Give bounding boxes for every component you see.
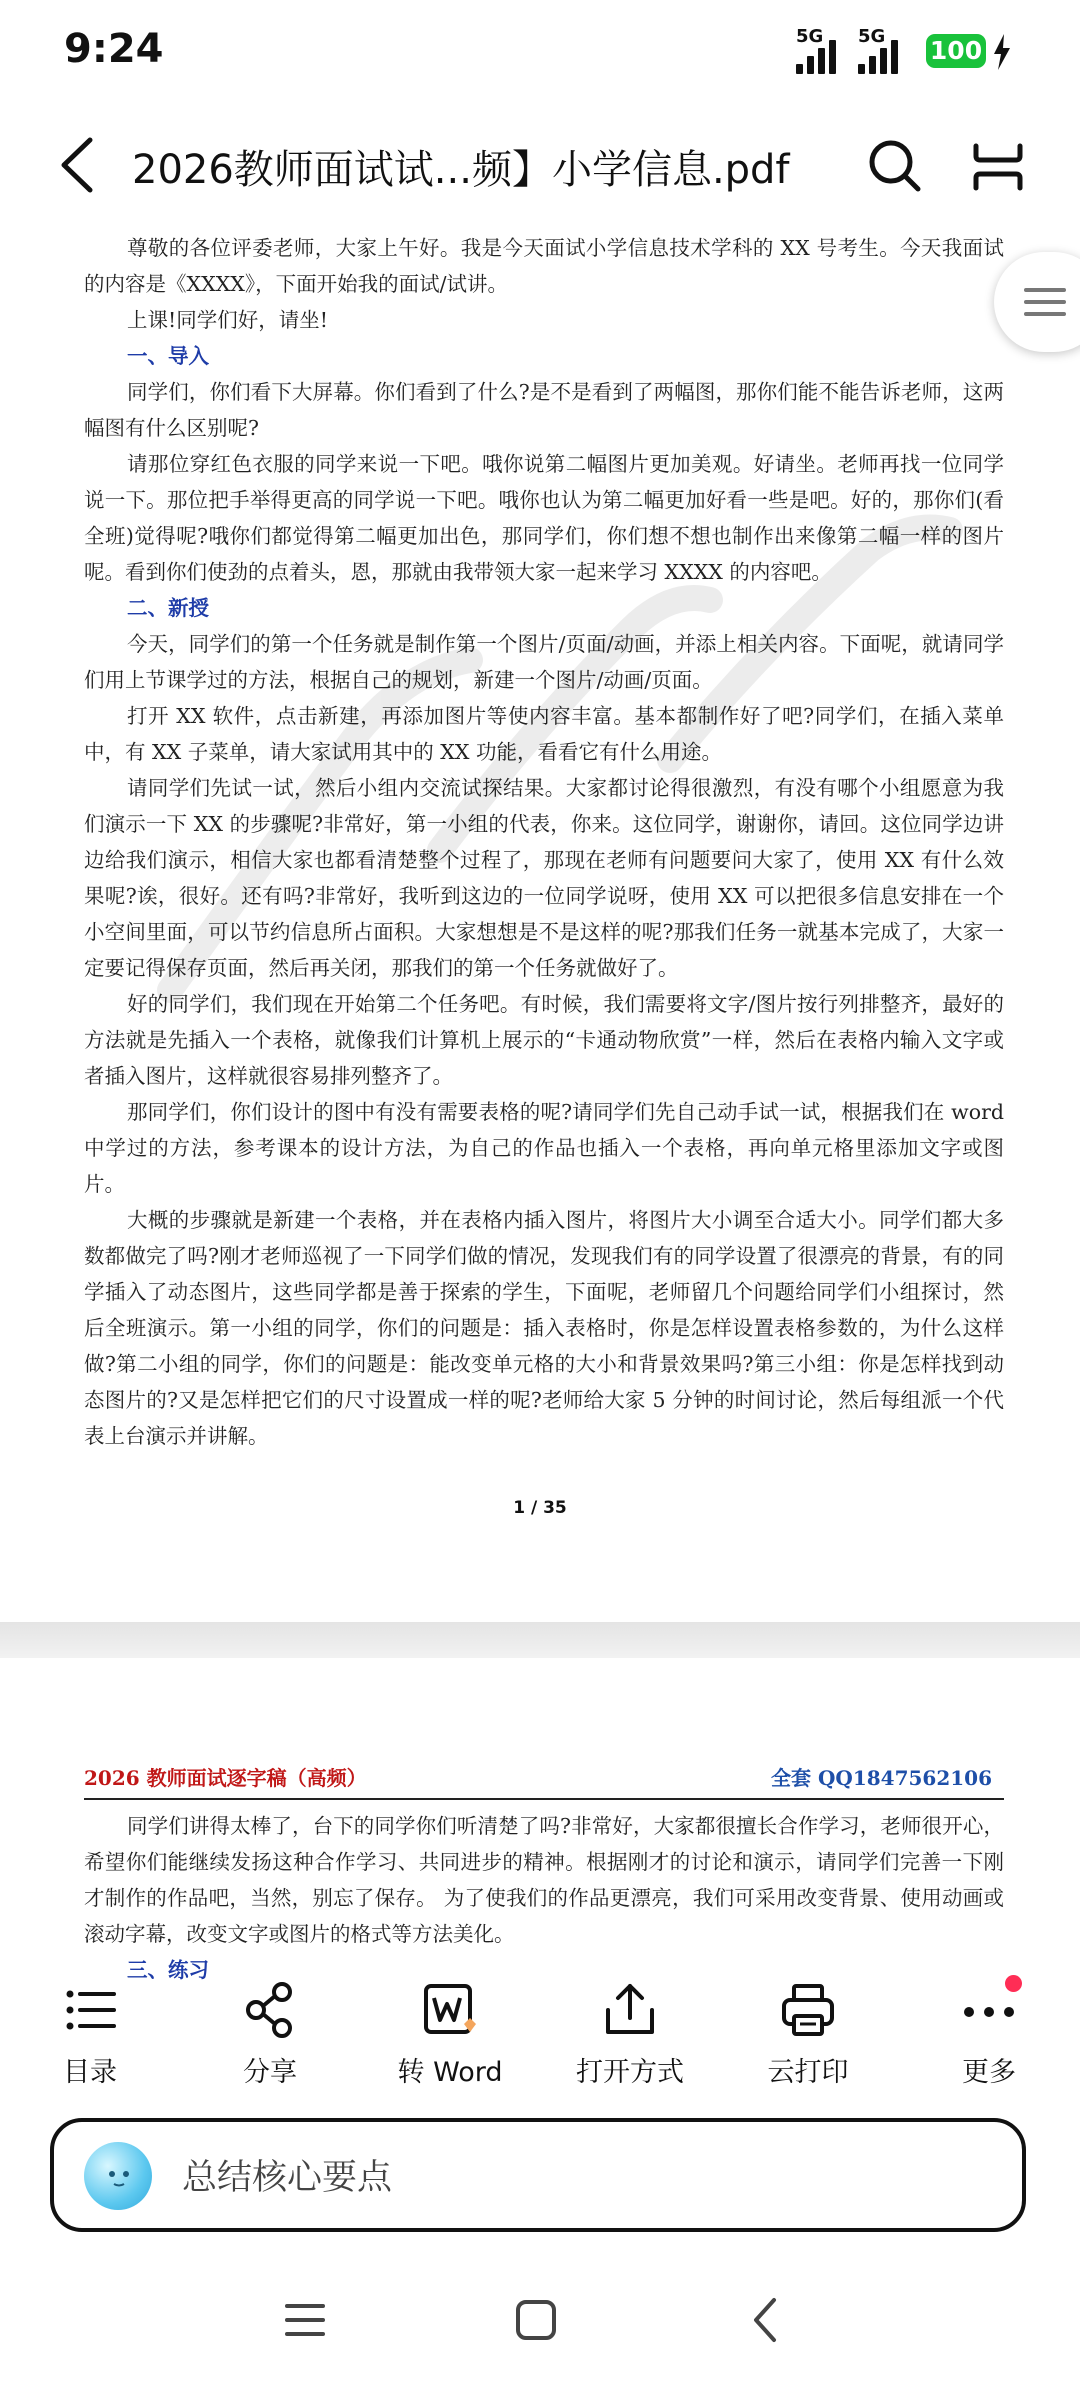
paragraph: 上课!同学们好，请坐! [127, 308, 328, 332]
share-icon [240, 1980, 300, 2040]
reading-mode-icon[interactable] [970, 142, 1026, 192]
ai-summary-label: 总结核心要点 [182, 2158, 393, 2198]
paragraph: 大概的步骤就是新建一个表格，并在表格内插入图片，将图片大小调至合适大小。同学们都大多数都做完了吗?刚才老师巡视了一下同学们做的情况，发现我们有的同学设置了很漂亮的背景，有的同学插入了动态图片，这些同学都是善于探索的学生，下面呢，老师留几个问题给同学们小组探讨，然后全班演示。第一小组的同学，你们的问题是：插入表格时，你是怎样设置表格参数的，为什么这样做?第二小组的同学，你们的问题是：能改变单元格的大小和背景效果吗?第三小组：你是怎样找到动态图片的?又是怎样把它们的尺寸设置成一样的呢?老师给大家 5 分钟的时间讨论，然后每组派一个代表上台演示并讲解。 [84, 1208, 1004, 1448]
home-icon[interactable] [506, 2290, 566, 2350]
ai-summary-bar[interactable] [50, 2118, 1026, 2232]
notification-dot [1005, 1975, 1022, 1992]
page-1-content [84, 230, 1004, 1454]
printer-icon [778, 1980, 838, 2040]
charging-icon [990, 32, 1014, 72]
section-heading: 二、新授 [127, 596, 209, 620]
toolbar-to-word-button[interactable]: 转 Word [375, 1980, 525, 2100]
paragraph: 请同学们先试一试，然后小组内交流试探结果。大家都讨论得很激烈，有没有哪个小组愿意为我们演示一下 XX 的步骤呢?非常好，第一小组的代表，你来。这位同学，谢谢你，请回。这位同学边讲边给我们演示，相信大家也都看清楚整个过程了，那现在老师有问题要问大家了，使用 XX 有什么效果呢?诶，很好。还有吗?非常好，我听到这边的一位同学说呀，使用 XX 可以把很多信息安排在一个小空间里面，可以节约信息所占面积。大家想想是不是这样的呢?那我们任务一就基本完成了，大家一定要记得保存页面，然后再关闭，那我们的第一个任务就做好了。 [84, 776, 1004, 980]
battery-indicator: 100 [926, 34, 986, 68]
page-number: 1 / 35 [513, 1498, 567, 1518]
header-title-left: 2026 教师面试逐字稿（高频） [84, 1766, 367, 1790]
paragraph: 那同学们，你们设计的图中有没有需要表格的呢?请同学们先自己动手试一试，根据我们在 word 中学过的方法，参考课本的设计方法，为自己的作品也插入一个表格，再向单元格里添加文字或图片。 [84, 1100, 1004, 1196]
page-2-header [84, 1756, 1004, 1800]
paragraph: 请那位穿红色衣服的同学来说一下吧。哦你说第二幅图片更加美观。好请坐。老师再找一位同学说一下。那位把手举得更高的同学说一下吧。哦你也认为第二幅更加好看一些是吧。好的，那你们(看全班)觉得呢?哦你们都觉得第二幅更加出色，那同学们，你们想不想也制作出来像第二幅一样的图片呢。看到你们使劲的点着头，恩，那就由我带领大家一起来学习 XXXX 的内容吧。 [84, 452, 1004, 584]
back-chevron-icon[interactable] [52, 134, 108, 196]
toolbar-more-button[interactable]: 更多 [914, 1980, 1064, 2100]
ai-assistant-avatar-icon [84, 2142, 152, 2210]
system-nav-bar [0, 2260, 1080, 2401]
toolbar-cloud-print-button[interactable]: 云打印 [733, 1980, 883, 2100]
paragraph: 今天，同学们的第一个任务就是制作第一个图片/页面/动画，并添上相关内容。下面呢，就请同学们用上节课学过的方法，根据自己的规划，新建一个图片/动画/页面。 [84, 632, 1004, 692]
pdf-page-1 [0, 220, 1080, 1622]
status-bar [0, 0, 1080, 110]
word-convert-icon [420, 1980, 480, 2040]
signal-5g-2-icon: 5G [858, 30, 914, 74]
page-separator [0, 1622, 1080, 1658]
toolbar-open-with-button[interactable]: 打开方式 [555, 1980, 705, 2100]
recent-apps-icon[interactable] [275, 2290, 335, 2350]
signal-5g-1-icon: 5G [796, 30, 846, 74]
upload-icon [600, 1980, 660, 2040]
header-contact-right: 全套 QQ1847562106 [771, 1766, 992, 1790]
document-title: 2026教师面试试...频】小学信息.pdf [132, 147, 790, 193]
toolbar-share-button[interactable]: 分享 [195, 1980, 345, 2100]
list-icon [60, 1980, 120, 2040]
paragraph: 同学们讲得太棒了，台下的同学你们听清楚了吗?非常好，大家都很擅长合作学习，老师很开心，希望你们能继续发扬这种合作学习、共同进步的精神。根据刚才的讨论和演示，请同学们完善一下刚才制作的作品吧，当然，别忘了保存。 为了使我们的作品更漂亮，我们可采用改变背景、使用动画或滚动字幕，改变文字或图片的格式等方法美化。 [84, 1814, 1004, 1946]
paragraph: 尊敬的各位评委老师，大家上午好。我是今天面试小学信息技术学科的 XX 号考生。今天我面试的内容是《XXXX》，下面开始我的面试/试讲。 [84, 236, 1004, 296]
section-heading: 三、练习 [127, 1958, 209, 1980]
pdf-page-2 [0, 1658, 1080, 1980]
paragraph: 同学们，你们看下大屏幕。你们看到了什么?是不是看到了两幅图，那你们能不能告诉老师，这两幅图有什么区别呢? [84, 380, 1004, 440]
section-heading: 一、导入 [127, 344, 209, 368]
paragraph: 打开 XX 软件，点击新建，再添加图片等使内容丰富。基本都制作好了吧?同学们，在插入菜单中，有 XX 子菜单，请大家试用其中的 XX 功能，看看它有什么用途。 [84, 704, 1004, 764]
toolbar-contents-button[interactable]: 目录 [15, 1980, 165, 2100]
back-icon[interactable] [736, 2290, 796, 2350]
search-icon[interactable] [866, 136, 924, 196]
page-2-content [84, 1808, 1004, 1980]
paragraph: 好的同学们，我们现在开始第二个任务吧。有时候，我们需要将文字/图片按行列排整齐，最好的方法就是先插入一个表格，就像我们计算机上展示的“卡通动物欣赏”一样，然后在表格内输入文字或者插入图片，这样就很容易排列整齐了。 [84, 992, 1004, 1088]
clock: 9:24 [64, 26, 164, 72]
app-header [0, 110, 1080, 220]
bottom-toolbar [0, 1980, 1080, 2100]
